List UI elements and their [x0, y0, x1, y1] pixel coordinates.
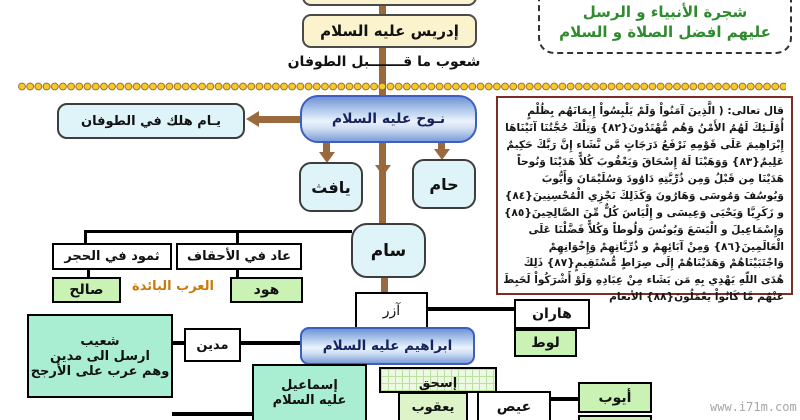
- node-idris: [302, 14, 477, 48]
- node-thamud: [52, 243, 172, 270]
- node-yaqub-label: يعقوب: [411, 399, 455, 415]
- node-below-ayub-partial: [578, 415, 652, 420]
- node-aad-label: عاد في الأحقاف: [187, 249, 291, 264]
- node-salih-label: صالح: [69, 282, 104, 298]
- node-ham-label: حام: [429, 174, 459, 194]
- node-ibrahim: [300, 327, 475, 365]
- quran-verse-text: قال تعالى: ( الَّذِينَ آمَنُواْ وَلَمْ يَلْبِسُواْ إِيمَانَهُم بِظُلْمٍ أُوْلَـئِكَ لَهُمُ الأَمْنُ وَهُم مُّهْتَدُونَ{٨٢} وَتِلْكَ حُجَّتُنَا آتَيْنَاهَا إِبْرَاهِيمَ عَلَى قَوْمِهِ نَرْفَعُ دَرَجَاتٍ مَّن نَّشَاء إِنَّ رَبَّكَ حَكِيمٌ عَلِيمٌ{٨٣} وَوَهَبْنَا لَهُ إِسْحَاقَ وَيَعْقُوبَ كُلاًّ هَدَيْنَا وَنُوحاً هَدَيْنَا مِن قَبْلُ وَمِن ذُرِّيَّتِهِ دَاوُودَ وَسُلَيْمَانَ وَأَيُّوبَ وَيُوسُفَ وَمُوسَى وَهَارُونَ وَكَذَلِكَ نَجْزِي الْمُحْسِنِينَ{٨٤} و زَكَرِيَّا وَيَحْيَى وَعِيسَى و إِلْيَاسَ كُلٌّ مِّنَ الصَّالِحِينَ{٨٥} وَإِسْمَاعِيلَ و الْيَسَعَ وَيُونُسَ وَلُوطاً وَكُلاًّ فَضَّلْنَا عَلَى الْعَالَمِينَ{٨٦} وَمِنْ آبَائِهِمْ و ذُرِّيَّاتِهِمْ وَإِخْوَانِهِمْ وَاجْتَبَيْنَاهُمْ وَهَدَيْنَاهُمْ إِلَى صِرَاطٍ مُّسْتَقِيمٍ{٨٧} ذَلِكَ هُدَى اللّهِ يَهْدِي بِهِ مَن يَشَاء مِنْ عِبَادِهِ وَلَوْ أَشْرَكُواْ لَحَبِطَ عَنْهُم مَّا كَانُواْ يَعْمَلُونَ{٨٨} الأنعام: [503, 105, 784, 304]
- node-shuaib: [27, 314, 173, 398]
- watermark: www.i71m.com: [710, 400, 797, 414]
- quran-verse-box: [496, 96, 793, 304]
- connector-ays-ayub: [550, 397, 579, 401]
- connector-sam-branch: [84, 230, 352, 233]
- node-haran: [514, 299, 590, 329]
- node-yafith: [299, 162, 363, 212]
- arrowhead-to-sam: [375, 165, 391, 176]
- diagram-title-line2: عليهم افضل الصلاة و السلام: [559, 22, 771, 41]
- arrowhead-to-yam: [246, 111, 259, 127]
- pre-flood-label: شعوب ما قـــــــبل الطوفان: [287, 54, 481, 70]
- arab-baida-label: العرب البائدة: [132, 279, 214, 294]
- node-thamud-label: ثمود في الحجر: [64, 249, 160, 264]
- node-shuaib-line2: ارسل الى مدين: [49, 348, 150, 364]
- diagram-title-box: [538, 0, 792, 54]
- connector-madyan-ibrahim: [240, 341, 301, 345]
- node-ismail-line2: عليه السلام: [272, 393, 347, 408]
- node-haran-label: هاران: [532, 306, 572, 322]
- node-yam-label: يـام هلك في الطوفان: [80, 113, 222, 129]
- node-ismail: [252, 364, 367, 420]
- node-yaqub: [398, 392, 468, 420]
- node-hud-label: هود: [253, 282, 280, 298]
- node-hud: [230, 277, 303, 303]
- connector-bottom-left: [172, 412, 253, 416]
- connector-drop-aad: [236, 230, 239, 244]
- connector-azar-haran: [427, 307, 515, 311]
- node-lut: [514, 329, 577, 357]
- node-madyan: [184, 328, 241, 362]
- node-ays: [477, 391, 551, 420]
- ancestor-box-partial: [302, 0, 477, 6]
- node-yafith-label: يافث: [311, 177, 351, 197]
- connector-drop-thamud: [84, 230, 87, 244]
- flood-separator-chain: [18, 82, 786, 91]
- node-lut-label: لوط: [531, 335, 560, 351]
- node-nuh: [300, 95, 477, 143]
- node-ayub-label: أيوب: [598, 389, 632, 406]
- node-madyan-label: مدين: [196, 337, 229, 353]
- node-azar: [355, 292, 428, 329]
- node-azar-label: آزر: [382, 302, 401, 319]
- node-shuaib-line1: شعيب: [80, 333, 120, 349]
- connector-nuh-sam: [379, 141, 386, 225]
- node-salih: [52, 277, 121, 303]
- node-ayub: [578, 382, 652, 413]
- node-ishaq: [379, 367, 497, 393]
- node-ibrahim-label: ابراهيم عليه السلام: [322, 338, 453, 354]
- connector-nuh-yam: [258, 116, 302, 123]
- node-idris-label: إدريس عليه السلام: [320, 22, 459, 40]
- node-nuh-label: نـوح عليه السلام: [331, 111, 446, 127]
- node-yam: [57, 103, 245, 139]
- node-ismail-line1: إسماعيل: [281, 378, 338, 393]
- diagram-title-line1: شجرة الأنبياء و الرسل: [582, 2, 748, 21]
- node-shuaib-line3: وهم عرب على الأرجح: [30, 363, 170, 379]
- node-aad: [176, 243, 302, 270]
- node-ishaq-label: إسحق: [418, 376, 458, 391]
- node-ays-label: عيص: [496, 398, 532, 415]
- node-sam: [351, 223, 426, 278]
- node-sam-label: سام: [370, 240, 407, 261]
- node-ham: [412, 159, 476, 209]
